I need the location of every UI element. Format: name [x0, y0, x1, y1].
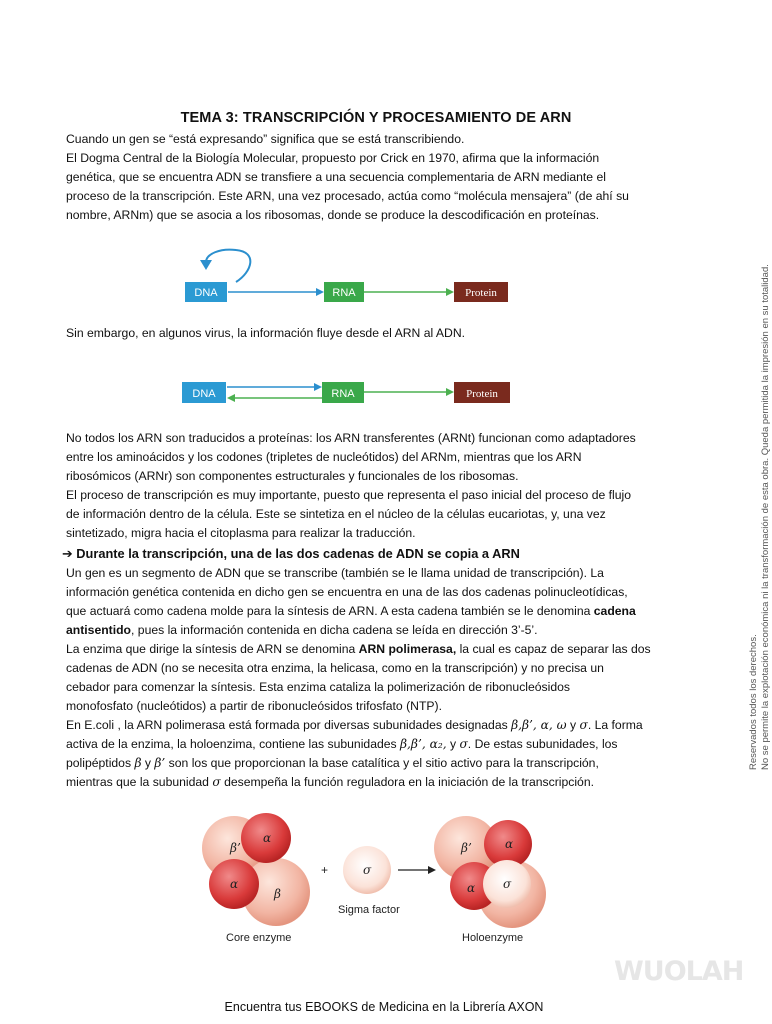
body-line: sintetizado, migra hacia el citoplasma para realizar la traducción.	[66, 526, 416, 540]
right-arrow-icon: ➔	[62, 546, 73, 561]
body-line: polipéptidos β y β’ son los que proporcionan la base catalítica y el sitio activo para la transcripción,	[66, 756, 599, 770]
intro-line: proceso de la transcripción. Este ARN, una vez procesado, actúa como “molécula mensajera” (de ahí su	[66, 189, 629, 203]
body-line: En E.coli , la ARN polimerasa está formada por diversas subunidades designadas β,β’, α, ω y σ. La forma	[66, 718, 643, 732]
reverse-transcription-diagram	[180, 378, 520, 414]
intro-line: El Dogma Central de la Biología Molecular, propuesto por Crick en 1970, afirma que la información	[66, 151, 600, 165]
page-title: TEMA 3: TRANSCRIPCIÓN Y PROCESAMIENTO DE ARN	[180, 110, 572, 126]
footer-ad-link[interactable]: Encuentra tus EBOOKS de Medicina en la Librería AXON	[224, 1000, 544, 1014]
bold-term: cadena	[593, 604, 636, 618]
body-line: monofosfato (nucleótidos) a partir de ribonucleósidos trifosfato (NTP).	[66, 699, 442, 713]
intro-line: nombre, ARNm) que se asocia a los ribosomas, donde se produce la descodificación en proteínas.	[66, 208, 600, 222]
svg-text:σ: σ	[363, 863, 372, 877]
body-line: La enzima que dirige la síntesis de ARN se denomina ARN polimerasa, la cual es capaz de separar las dos	[66, 642, 651, 656]
svg-text:β’: β’	[230, 841, 241, 855]
intro-line: genética, que se encuentra ADN se transfiere a una secuencia complementaria de ARN mediante el	[66, 170, 606, 184]
intro-line: Cuando un gen se “está expresando” significa que se está transcribiendo.	[66, 132, 465, 146]
central-dogma-diagram	[180, 244, 520, 308]
plus-sign: +	[321, 863, 329, 877]
virus-text: Sin embargo, en algunos virus, la información fluye desde el ARN al ADN.	[66, 326, 466, 340]
dna-label: DNA	[192, 388, 216, 400]
sigma-factor-label: Sigma factor	[338, 904, 400, 916]
svg-text:α: α	[230, 877, 239, 891]
core-enzyme	[202, 813, 310, 926]
protein-label: Protein	[466, 388, 498, 400]
core-enzyme-label: Core enzyme	[226, 932, 292, 944]
holoenzyme	[434, 816, 546, 928]
svg-text:α: α	[467, 881, 476, 895]
body-line: El proceso de transcripción es muy importante, puesto que representa el paso inicial del proceso de flujo	[66, 488, 632, 502]
svg-text:α: α	[263, 831, 272, 845]
svg-text:β’: β’	[461, 841, 472, 855]
highlight-text: Durante la transcripción, una de las dos cadenas de ADN se copia a ARN	[76, 546, 520, 561]
dna-label: DNA	[194, 287, 218, 299]
body-line: cebador para comenzar la síntesis. Esta enzima cataliza la polimerización de ribonucleósidos	[66, 680, 571, 694]
svg-text:α: α	[505, 837, 514, 851]
body-line: No todos los ARN son traducidos a proteínas: los ARN transferentes (ARNt) funcionan como adaptadores	[66, 431, 636, 445]
body-line: antisentido, pues la información contenida en dicha cadena se leída en dirección 3’-5’.	[66, 623, 538, 637]
copyright-side-note: Reservados todos los derechos. No se permite la explotación económica ni la transformación de esta obra. Queda permitida la impresión en su totalidad.	[748, 264, 771, 770]
body-line: que actuará como cadena molde para la síntesis de ARN. A esta cadena también se le denomina cadena	[66, 604, 636, 618]
svg-text:β: β	[274, 887, 281, 901]
body-line: información genética contenida en dicho gen se encuentra en una de las dos cadenas polinucleotídicas,	[66, 585, 628, 599]
svg-text:σ: σ	[503, 877, 512, 891]
body-line: de información dentro de la célula. Este se sintetiza en el núcleo de la células eucariotas, y, una vez	[66, 507, 606, 521]
body-line: cadenas de ADN (no se necesita otra enzima, la helicasa, como en la transcripción) y no precisa un	[66, 661, 604, 675]
rna-label: RNA	[332, 287, 356, 299]
replication-loop-arrow	[206, 250, 250, 282]
bold-term: antisentido	[66, 623, 132, 637]
body-line: activa de la enzima, la holoenzima, contiene las subunidades β,β’, α₂, y σ. De estas subunidades, los	[66, 737, 618, 751]
body-line: mientras que la subunidad σ desempeña la función reguladora en la iniciación de la transcripción.	[66, 775, 594, 789]
body-line: ribosómicos (ARNr) son componentes estructurales y funcionales de los ribosomas.	[66, 469, 519, 483]
rna-label: RNA	[331, 388, 355, 400]
body-line: Un gen es un segmento de ADN que se transcribe (también se le llama unidad de transcripción). La	[66, 566, 604, 580]
holoenzyme-label: Holoenzyme	[462, 932, 524, 944]
wuolah-watermark: WUOLAH	[614, 956, 744, 987]
bold-term: ARN polimerasa,	[358, 642, 457, 656]
protein-label: Protein	[465, 287, 497, 299]
highlight-line	[62, 544, 702, 563]
rna-polymerase-figure	[200, 808, 570, 948]
replication-arrowhead	[200, 260, 212, 270]
body-line: entre los aminoácidos y los codones (tripletes de nucleótidos) del ARNm, mientras que los ARN	[66, 450, 582, 464]
